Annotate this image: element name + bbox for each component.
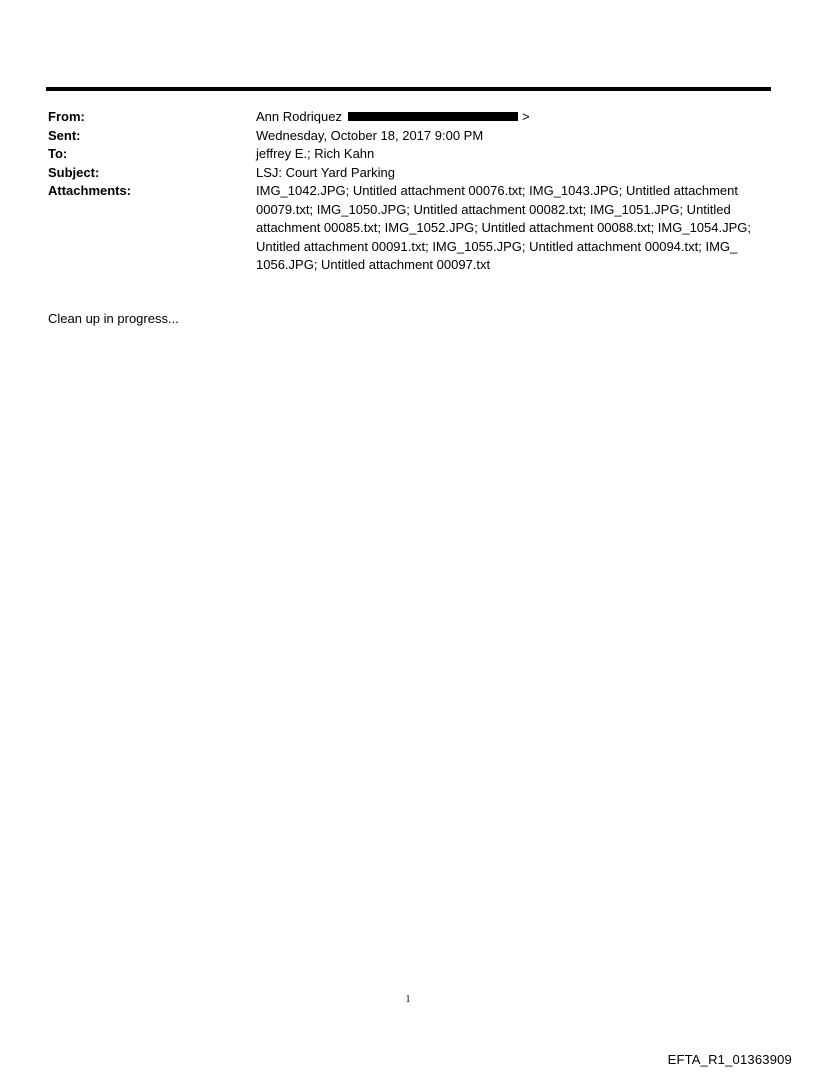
attachments-value: IMG_1042.JPG; Untitled attachment 00076.txt; IMG_1043.JPG; Untitled attachment 00079.txt; IMG_1050.JPG; Untitled attachment 00082.txt; IMG_1051.JPG; Untitled attachment 00085.txt; IMG_1052.JPG; Untitled attachment 00088.txt; IMG_1054.JPG; Untitled attachment 00091.txt; IMG_1055.JPG; Untitled attachment 00094.txt; IMG_ 1056.JPG; Untitled attachment 00097.txt [256,183,751,272]
to-value: jeffrey E.; Rich Kahn [256,146,375,161]
subject-row [48,164,768,183]
to-label: To: [48,146,68,161]
page-number: 1 [405,994,411,1005]
sent-row [48,127,768,146]
header-divider [46,87,771,91]
sent-value: Wednesday, October 18, 2017 9:00 PM [256,127,484,143]
from-label: From: [48,109,85,124]
subject-label: Subject: [48,164,100,180]
from-row [48,108,768,127]
attachments-label: Attachments: [48,183,132,198]
document-id: EFTA_R1_01363909 [667,1052,792,1067]
subject-value: LSJ: Court Yard Parking [256,164,395,180]
redacted-email-address [348,112,518,121]
sender-name: Ann Rodriquez [256,109,342,124]
email-header [48,108,768,275]
attachments-row [48,182,768,275]
from-suffix: > [522,109,530,124]
from-value [256,108,768,127]
sent-label: Sent: [48,127,81,143]
to-row [48,145,768,164]
email-body: Clean up in progress... [48,311,179,326]
